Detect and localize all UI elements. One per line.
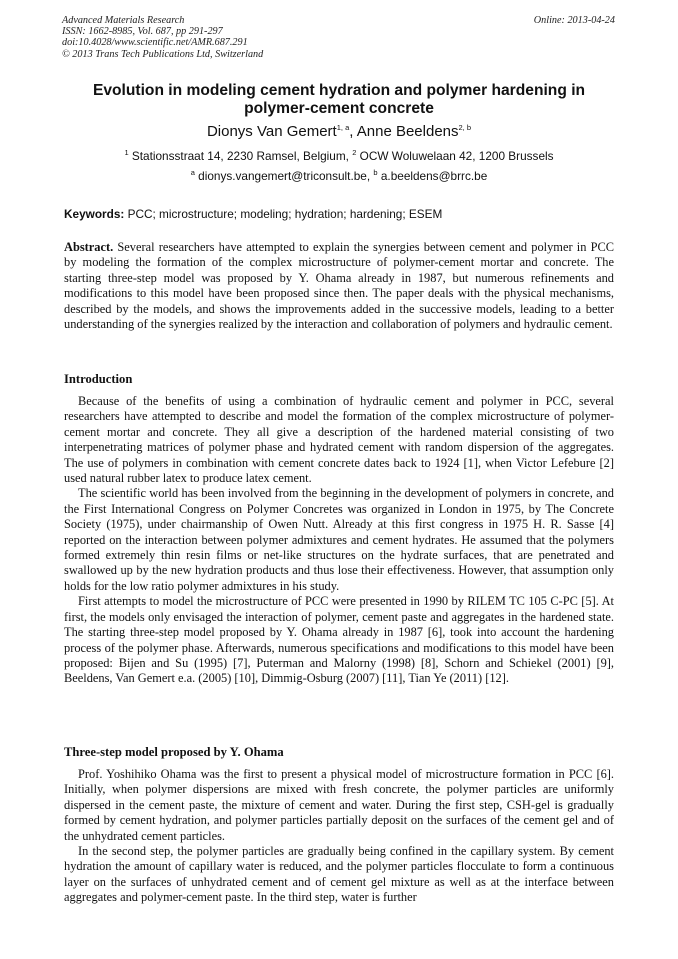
- three-step-paragraph-1: Prof. Yoshihiko Ohama was the first to present a physical model of microstructure formation in PCC [6]. Initially, when polymer dispersions are mixed with fresh concrete, the polymer particles are uniformly dispersed in the cement paste, the mixture of cement and water. During the first step, CSH-gel is gradually formed by cement hydration, and polymer particles partially deposit on the surfaces of the cement gel and of the unhydrated cement particles.: [64, 767, 614, 843]
- author-1-affil: 1, a: [336, 123, 350, 132]
- abstract: [64, 240, 614, 332]
- intro-paragraph-1: Because of the benefits of using a combination of hydraulic cement and polymer in PCC, several researchers have attempted to describe and model the formation of the complex microstructure of polymer-cement mortar and concrete. They all give a description of the hardened material consisting of two interpenetrating matrices of polymer phase and hydrated cement with random dispersion of the aggregates. The use of polymers in combination with cement concrete dates back to 1924 [1], when Victor Lefebure [2] used natural rubber latex to produce latex cement.: [64, 394, 614, 486]
- affil-1-marker: 1: [124, 148, 129, 158]
- affil-1: Stationsstraat 14, 2230 Ramsel, Belgium,: [128, 149, 353, 163]
- email-a: dionys.vangemert@triconsult.be,: [194, 169, 374, 183]
- three-step-body: [64, 767, 614, 906]
- email-b-marker: b: [373, 168, 378, 178]
- keywords-label: Keywords:: [64, 207, 125, 221]
- section-heading-three-step-model: Three-step model proposed by Y. Ohama: [64, 745, 284, 759]
- author-2: Anne Beeldens: [356, 123, 459, 140]
- section-heading-introduction: Introduction: [64, 372, 133, 386]
- affil-2: OCW Woluwelaan 42, 1200 Brussels: [356, 149, 554, 163]
- journal-copyright: © 2013 Trans Tech Publications Ltd, Switzerland: [62, 48, 264, 60]
- intro-paragraph-2: The scientific world has been involved from the beginning in the development of polymers in concrete, and the First International Congress on Polymer Concretes was organized in London in 1975, by The Concrete Society (1975), under chairmanship of Owen Nutt. Already at this first congress in 1975 H. R. Sasse [4] reported on the interaction between polymer admixtures and cement hydrates. He assumed that the polymers formed extremely thin resin films or net-like structures on the hydrate surfaces, that are penetrated and swallowed up by the new hydration products and thus lose their effectiveness. However, that assumption only holds for the low ratio polymer admixtures in his study.: [64, 486, 614, 593]
- journal-doi: doi:10.4028/www.scientific.net/AMR.687.291: [62, 37, 248, 49]
- paper-title: [64, 82, 614, 118]
- abstract-paragraph: [64, 240, 614, 332]
- abstract-label: Abstract.: [64, 240, 114, 254]
- emails: [64, 169, 614, 184]
- title-line-1: Evolution in modeling cement hydration and polymer hardening in: [92, 82, 586, 99]
- email-a-marker: a: [190, 168, 195, 178]
- author-2-affil: 2, b: [458, 123, 472, 132]
- online-date: Online: 2013-04-24: [533, 15, 615, 26]
- journal-name: Advanced Materials Research: [62, 15, 185, 26]
- intro-paragraph-3: First attempts to model the microstructure of PCC were presented in 1990 by RILEM TC 105 C-PC [5]. At first, the models only envisaged the interaction of polymer, cement paste and aggregates in the hardened state. The starting three-step model proposed by Y. Ohama already in 1987 [6], took into account the hardening process of the polymer phase. Afterwards, numerous specifications and modifications to this model have been proposed: Bijen and Su (1995) [7], Puterman and Malorny (1998) [8], Schorn and Schiekel (2001) [9], Beeldens, Van Gemert e.a. (2005) [10], Dimmig-Osburg (2007) [11], Tian Ye (2011) [12].: [64, 594, 614, 686]
- keywords-text: PCC; microstructure; modeling; hydration; hardening; ESEM: [124, 207, 443, 221]
- introduction-body: [64, 394, 614, 687]
- three-step-paragraph-2: In the second step, the polymer particles are gradually being confined in the capillary system. By cement hydration the amount of capillary water is reduced, and the polymer particles flocculate to form a continuous layer on the surfaces of unhydrated cement and of cement gel mixture as well as at the interface between aggregates and polymer-cement paste. In the third step, water is further: [64, 844, 614, 905]
- title-line-2: polymer-cement concrete: [244, 100, 434, 117]
- author-separator: ,: [349, 123, 357, 140]
- abstract-text: Several researchers have attempted to explain the synergies between cement and polymer in PCC by modeling the formation of the complex microstructure of polymer-cement mortar and concrete. The starting three-step model was proposed by Y. Ohama already in 1987, but numerous refinements and modifications to this model have been proposed since then. The paper deals with the physical mechanisms, described by the models, and shows the improvements added in the successive models, leading to a better understanding of the synergies realized by the interaction and collaboration of polymers and hydraulic cement.: [64, 240, 614, 332]
- author-list: [64, 123, 614, 141]
- affiliations: [64, 149, 614, 164]
- affil-2-marker: 2: [352, 148, 357, 158]
- journal-issn: ISSN: 1662-8985, Vol. 687, pp 291-297: [62, 26, 223, 38]
- journal-header: [62, 15, 263, 60]
- keywords: [64, 207, 616, 222]
- author-1: Dionys Van Gemert: [206, 123, 337, 140]
- email-b: a.beeldens@brrc.be: [377, 169, 488, 183]
